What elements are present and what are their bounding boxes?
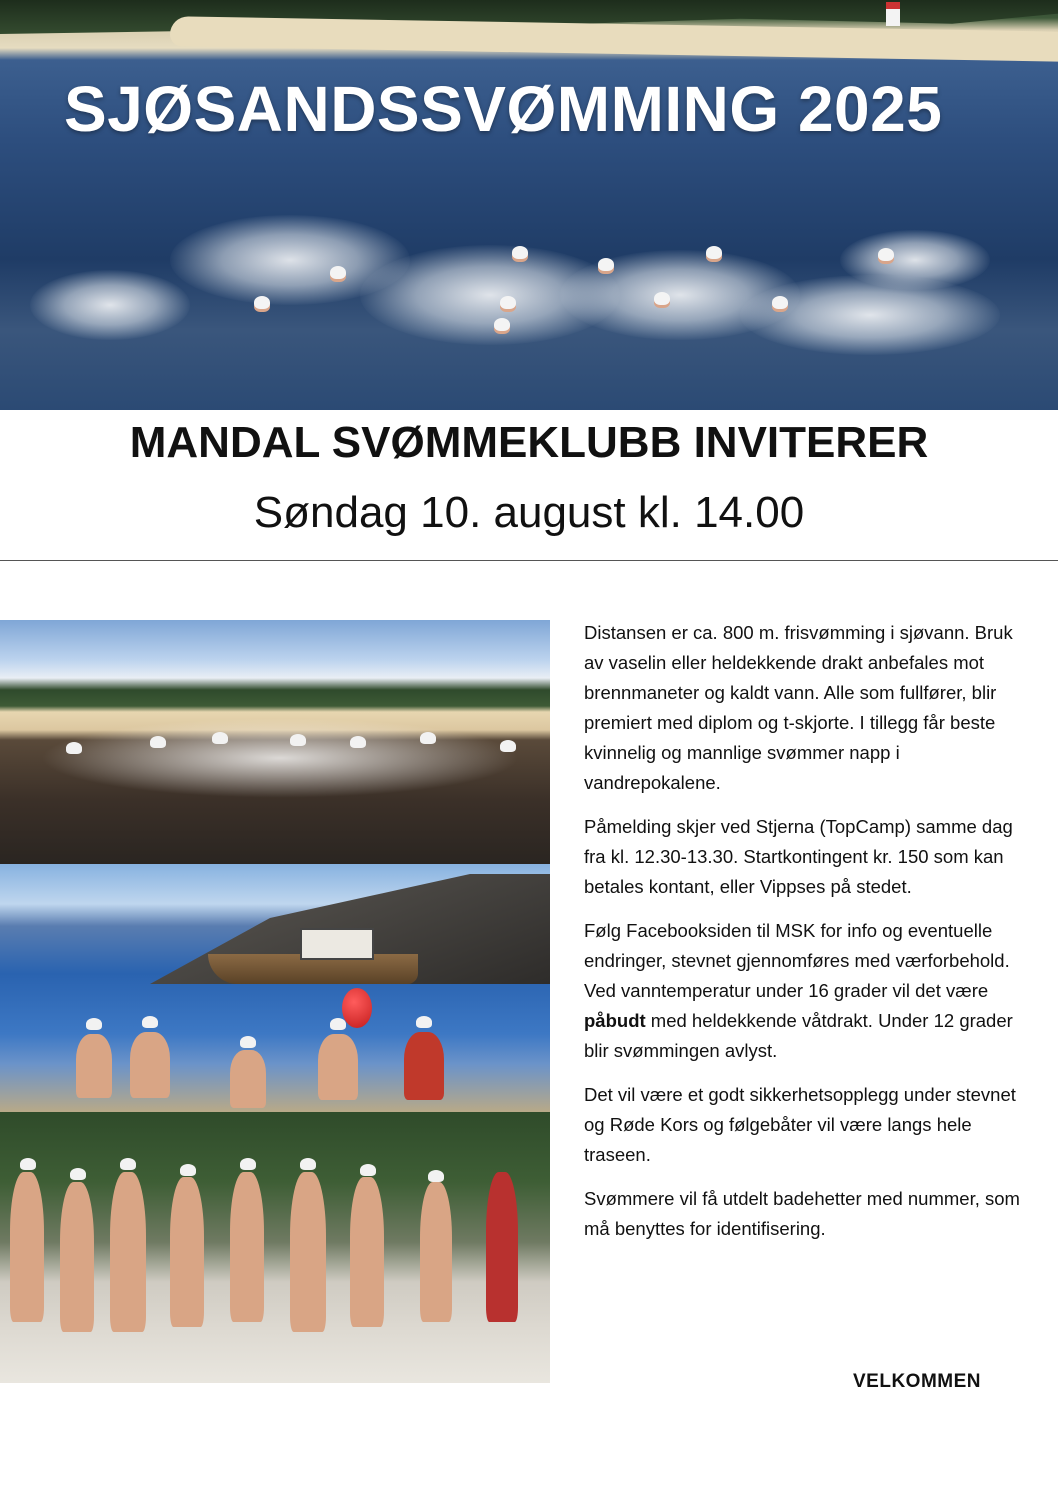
swimmer-cap [180, 1164, 196, 1176]
info-caps: Svømmere vil få utdelt badehetter med nummer, som må benyttes for identifisering. [584, 1188, 1020, 1239]
info-distance: Distansen er ca. 800 m. frisvømming i sjøvann. Bruk av vaselin eller heldekkende drakt anbefales mot brennmaneter og kaldt vann. Alle som fullfører, blir premiert med diplom og t-skjorte. I tillegg får beste kvinnelig og mannlige svømmer napp i vandrepokalene. [584, 622, 1013, 793]
divider [0, 560, 1058, 561]
info-weather [584, 916, 1034, 1066]
swimmer-cap [500, 296, 516, 309]
swimmer-cap [330, 266, 346, 279]
photo-running-start [0, 1112, 550, 1383]
photo-splash [40, 718, 520, 798]
swimmer-cap [428, 1170, 444, 1182]
event-info [584, 618, 1034, 1258]
hero-lighthouse [886, 2, 900, 26]
photo-swimmer [318, 1034, 358, 1100]
invitation-heading: MANDAL SVØMMEKLUBB INVITERER [129, 418, 929, 467]
swimmer-cap [212, 732, 228, 744]
photo-buoy [342, 988, 372, 1028]
photo-swimmer [130, 1032, 170, 1098]
photo-runner [170, 1177, 204, 1327]
swimmer-cap [420, 732, 436, 744]
hero-photo [0, 0, 1058, 410]
photo-swimmer [230, 1050, 266, 1108]
photo-boat-cabin [300, 928, 374, 960]
swimmer-cap [330, 1018, 346, 1030]
info-weather-text-a: Følg Facebooksiden til MSK for info og eventuelle endringer, stevnet gjennomføres med værforbehold. Ved vanntemperatur under 16 grader vil det være [584, 920, 1010, 1001]
swimmer-cap [142, 1016, 158, 1028]
info-registration: Påmelding skjer ved Stjerna (TopCamp) samme dag fra kl. 12.30-13.30. Startkontingent kr. 150 som kan betales kontant, eller Vippses på stedet. [584, 816, 1013, 897]
swimmer-cap [494, 318, 510, 331]
photo-runner [10, 1172, 44, 1322]
info-safety: Det vil være et godt sikkerhetsopplegg under stevnet og Røde Kors og følgebåter vil være langs hele traseen. [584, 1084, 1016, 1165]
photo-runner [290, 1172, 326, 1332]
swimmer-cap [512, 246, 528, 259]
info-weather-text-b: med heldekkende våtdrakt. Under 12 grader blir svømmingen avlyst. [584, 1010, 1013, 1061]
swimmer-cap [290, 734, 306, 746]
photo-runner [60, 1182, 94, 1332]
swimmer-cap [350, 736, 366, 748]
swimmer-cap [706, 246, 722, 259]
swimmer-cap [240, 1036, 256, 1048]
swimmer-cap [150, 736, 166, 748]
swimmer-cap [86, 1018, 102, 1030]
photo-swimmer [76, 1034, 112, 1098]
hero-splash [840, 230, 990, 290]
swimmer-cap [416, 1016, 432, 1028]
swimmer-cap [254, 296, 270, 309]
swimmer-cap [300, 1158, 316, 1170]
swimmer-cap [360, 1164, 376, 1176]
photo-runner [420, 1182, 452, 1322]
swimmer-cap [500, 740, 516, 752]
page-title: SJØSANDSSVØMMING 2025 [64, 73, 943, 145]
swimmer-cap [66, 742, 82, 754]
swimmer-cap [654, 292, 670, 305]
info-weather-emphasis: påbudt [584, 1010, 646, 1031]
photo-runner [110, 1172, 146, 1332]
swimmer-cap [120, 1158, 136, 1170]
swimmer-cap [20, 1158, 36, 1170]
photo-runner [350, 1177, 384, 1327]
photo-runner [230, 1172, 264, 1322]
swimmer-cap [240, 1158, 256, 1170]
swimmer-cap [70, 1168, 86, 1180]
hero-splash [30, 270, 190, 340]
swimmer-cap [878, 248, 894, 261]
swimmer-cap [598, 258, 614, 271]
welcome-text: VELKOMMEN [853, 1371, 981, 1392]
hero-splash [740, 275, 1000, 355]
photo-spectator [486, 1172, 518, 1322]
photo-beach-start [0, 620, 550, 864]
photo-boat-and-swimmers [0, 864, 550, 1112]
event-date: Søndag 10. august kl. 14.00 [253, 488, 805, 537]
swimmer-cap [772, 296, 788, 309]
photo-swimmer [404, 1032, 444, 1100]
